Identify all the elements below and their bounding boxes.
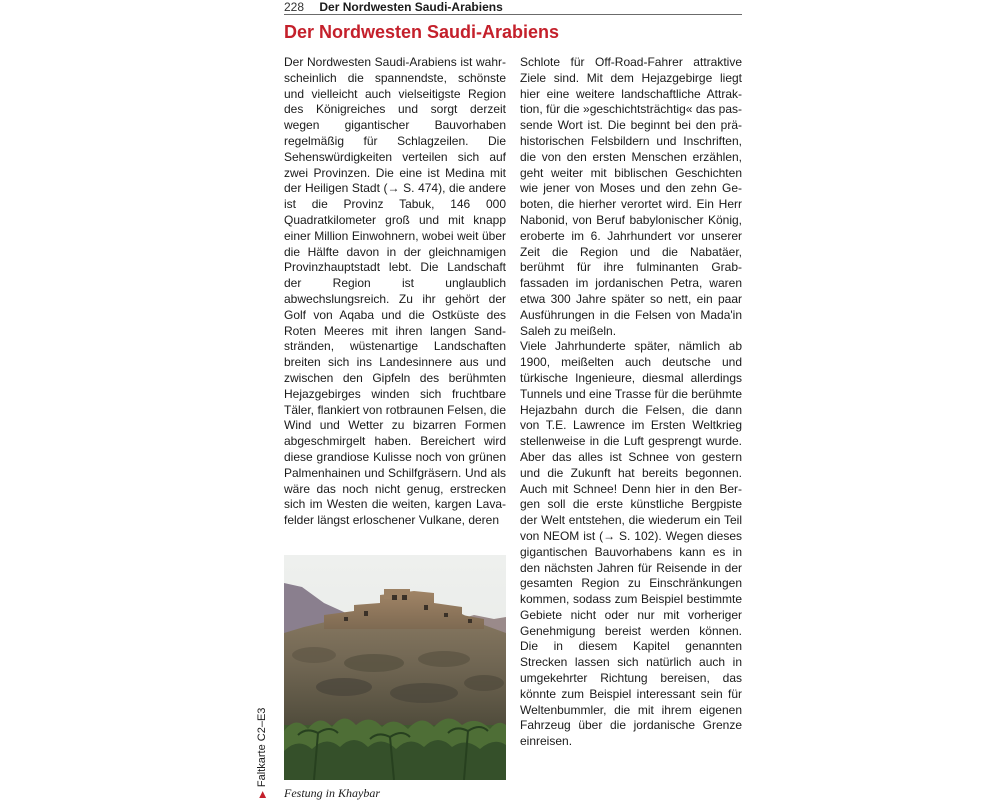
chapter-title: Der Nordwesten Saudi-Arabiens bbox=[284, 22, 560, 42]
right-paragraph-1: Schlote für Off-Road-Fahrer attraktive Ziele sind. Mit dem Hejazgebirge liegt hier eine weitere landschaftliche Attraktion, für die »geschichtsträchtig« das passende Wort ist. Die beginnt bei den prähistorischen Felsbildern und Inschriften, die von den ersten Menschen erzählen, geht weiter mit biblischen Geschichten wie jener von Moses und den zehn Geboten, die hierher verortet wird. Ein Herr Nabonid, von Beruf babylonischer König, eroberte im 6. Jahrhundert vor unserer Zeit die Region und die Nabatäer, berühmt für ihre fulminanten Grabfassaden im jordanischen Petra, waren etwa 300 Jahre später so nett, ein paar Ausführungen in die Felsen von Mada'in Saleh zu meißeln. bbox=[520, 55, 742, 338]
map-reference bbox=[256, 708, 269, 798]
page-number: 228 bbox=[284, 0, 305, 14]
photo-caption: Festung in Khaybar bbox=[284, 786, 380, 800]
triangle-marker-icon: ▶ bbox=[257, 791, 267, 798]
running-header bbox=[284, 0, 742, 15]
right-column bbox=[520, 55, 742, 750]
running-title: Der Nordwesten Saudi-Arabiens bbox=[319, 0, 503, 14]
left-column bbox=[284, 55, 506, 529]
right-paragraph-2: Viele Jahrhunderte später, nämlich ab 1900, meißelten auch deutsche und türkische Ingenieure, diesmal allerdings Tunnels und eine Trasse für die berühmte Hejazbahn durch die Felsen, die dann von T.E. Lawrence im Ersten Weltkrieg stellenweise in die Luft gesprengt wurde. Aber das alles ist Schnee von gestern und die Zukunft hat bereits begonnen. Auch mit Schnee! Denn hier in den Bergen soll die erste künstliche Bergpiste der Welt entstehen, die wiederum ein Teil von NEOM ist (→ S. 102). Wegen dieses gigantischen Bauvorhabens kann es in den nächsten Jahren für Reisende in der gesamten Region zu Einschränkungen kommen, sodass zum Beispiel bestimmte Gebiete nicht oder nur mit vorheriger Genehmigung bereist werden können. Die in diesem Kapitel genannten Strecken lassen sich natürlich auch in umgekehrter Richtung bereisen, das könnte zum Beispiel interessant sein für Weltenbummler, die mit ihrem eigenen Fahrzeug über die jordanische Grenze einreisen. bbox=[520, 339, 742, 749]
map-reference-text: Faltkarte C2–E3 bbox=[256, 707, 268, 788]
fortress-photo bbox=[284, 555, 506, 780]
left-column-text: Der Nordwesten Saudi-Arabiens ist wahrscheinlich die spannendste, schönste und vielleicht auch vielseitigste Region des Königreiches und sorgt derzeit wegen gigantischer Bauvorhaben regelmäßig für Schlagzeilen. Die Sehenswürdigkeiten verteilen sich auf zwei Provinzen. Die eine ist Medina mit der Heiligen Stadt (→ S. 474), die andere ist die Provinz Tabuk, 146 000 Quadratkilometer groß und mit knapp einer Million Einwohnern, wobei weit über die Hälfte davon in der gleichnamigen Provinzhauptstadt lebt. Die Landschaft der Region ist unglaublich abwechslungsreich. Zu ihr gehört der Golf von Aqaba und die Ostküste des Roten Meeres mit ihren langen Sandstränden, wüstenartige Landschaften breiten sich ins Landesinnere aus und zwischen den Gipfeln des berühmten Hejazgebirges winden sich fruchtbare Täler, flankiert von rotbraunen Felsen, die Wind und Wetter zu bizarren Formen abgeschmirgelt haben. Bereichert wird diese grandiose Kulisse noch von grünen Palmenhainen und Schilfgräsern. Und als wäre das noch nicht genug, erstrecken sich im Westen die weiten, kargen Lavafelder längst erloschener Vulkane, deren bbox=[284, 55, 506, 528]
